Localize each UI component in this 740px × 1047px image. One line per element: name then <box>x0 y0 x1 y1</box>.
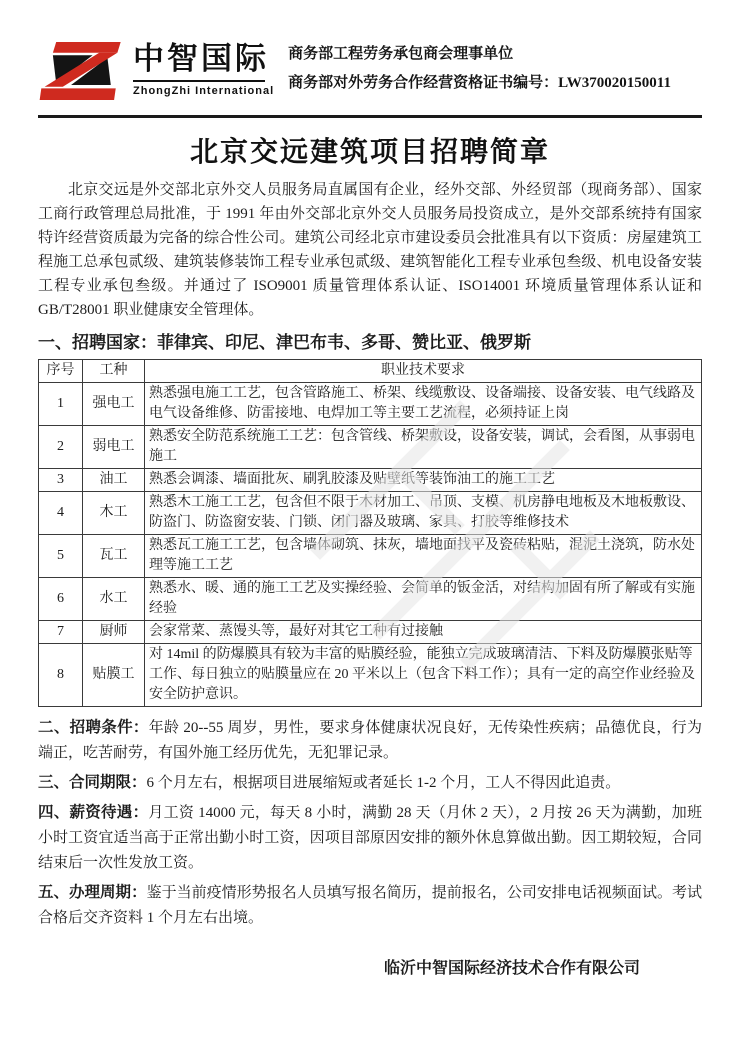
table-row <box>39 492 702 535</box>
cell-requirements: 对 14mil 的防爆膜具有较为丰富的贴膜经验，能独立完成玻璃清洁、下料及防爆膜张贴等工作、每日独立的贴膜量应在 20 平米以上（包含下料工作）；具有一定的高空作业经验及安全防护意识。 <box>145 644 702 707</box>
credential-lines <box>288 40 671 98</box>
cell-trade: 厨师 <box>83 621 145 644</box>
job-requirements-table <box>38 359 702 707</box>
cell-trade: 弱电工 <box>83 426 145 469</box>
cell-no: 5 <box>39 535 83 578</box>
cell-requirements: 熟悉强电施工工艺，包含管路施工、桥架、线缆敷设、设备端接、设备安装、电气线路及电气设备维修、防雷接地、电焊加工等主要工艺流程，必须持证上岗 <box>145 383 702 426</box>
section-salary <box>38 800 702 876</box>
brand-divider <box>133 80 265 82</box>
brand-name-cn: 中智国际 <box>133 41 269 76</box>
section-recruiting-countries <box>38 328 702 353</box>
section4-label: 四、薪资待遇： <box>38 804 149 821</box>
table-header-row <box>39 360 702 383</box>
cell-no: 3 <box>39 469 83 492</box>
brand-name-en: ZhongZhi International <box>133 85 275 97</box>
cell-requirements: 熟悉木工施工工艺，包含但不限于木材加工、吊顶、支模、机房静电地板及木地板敷设、防盗门、防盗窗安装、门锁、闭门器及玻璃、家具、打胶等维修技术 <box>145 492 702 535</box>
col-header-requirements: 职业技术要求 <box>145 360 702 383</box>
table-row <box>39 535 702 578</box>
cell-requirements: 熟悉安全防范系统施工工艺：包含管线、桥架敷设，设备安装，调试，会看图，从事弱电施工 <box>145 426 702 469</box>
cell-trade: 强电工 <box>83 383 145 426</box>
table-row <box>39 644 702 707</box>
section-recruiting-conditions <box>38 715 702 766</box>
section5-content: 鉴于当前疫情形势报名人员填写报名简历，提前报名，公司安排电话视频面试。考试合格后交齐资料 1 个月左右出境。 <box>38 885 702 926</box>
cell-trade: 水工 <box>83 578 145 621</box>
zhongzhi-z-logo-icon <box>38 34 124 108</box>
header-rule <box>38 115 702 118</box>
cell-trade: 木工 <box>83 492 145 535</box>
company-logo <box>38 34 274 108</box>
logo-wordmark <box>133 42 274 97</box>
cell-requirements: 熟悉水、暖、通的施工工艺及实操经验、会简单的钣金活，对结构加固有所了解或有实施经验 <box>145 578 702 621</box>
section-processing-period <box>38 880 702 931</box>
section4-content: 月工资 14000 元，每天 8 小时，满勤 28 天（月休 2 天），2 月按 26 天为满勤，加班小时工资宜适当高于正常出勤小时工资，因项目部原因安排的额外休息算做出勤。因工期较短，合同结束后一次性发放工资。 <box>38 805 702 871</box>
section5-label: 五、办理周期： <box>38 884 147 901</box>
section2-content: 年龄 20--55 周岁，男性，要求身体健康状况良好，无传染性疾病；品德优良，行为端正，吃苦耐劳，有国外施工经历优先，无犯罪记录。 <box>38 720 702 761</box>
table-row <box>39 383 702 426</box>
cell-no: 8 <box>39 644 83 707</box>
page-title: 北京交远建筑项目招聘简章 <box>189 137 550 168</box>
table-row <box>39 469 702 492</box>
cell-no: 7 <box>39 621 83 644</box>
cell-no: 6 <box>39 578 83 621</box>
intro-paragraph: 北京交远是外交部北京外交人员服务局直属国有企业，经外交部、外经贸部（现商务部）、国家工商行政管理总局批准，于 1991 年由外交部北京外交人员服务局投资成立，是外交部系统持有国家特许经营资质最为完备的综合性公司。建筑公司经北京市建设委员会批准具有以下资质：房屋建筑工程施工总承包贰级、建筑装修装饰工程专业承包贰级、建筑智能化工程专业承包叁级、机电设备安装工程专业承包叁级。并通过了 ISO9001 质量管理体系认证、ISO14001 环境质量管理体系认证和 GB/T28001 职业健康安全管理体。 <box>38 182 702 318</box>
cell-requirements: 熟悉瓦工施工工艺，包含墙体砌筑、抹灰，墙地面找平及瓷砖粘贴，混泥土浇筑，防水处理等施工工艺 <box>145 535 702 578</box>
section1-label: 一、招聘国家： <box>38 333 157 352</box>
section3-content: 6 个月左右，根据项目进展缩短或者延长 1-2 个月，工人不得因此追责。 <box>146 775 621 791</box>
col-header-no: 序号 <box>39 360 83 383</box>
table-row <box>39 426 702 469</box>
cell-no: 2 <box>39 426 83 469</box>
cell-no: 4 <box>39 492 83 535</box>
col-header-trade: 工种 <box>83 360 145 383</box>
section1-countries: 菲律宾、印尼、津巴布韦、多哥、赞比亚、俄罗斯 <box>157 333 531 352</box>
cell-no: 1 <box>39 383 83 426</box>
table-row <box>39 578 702 621</box>
company-signature: 临沂中智国际经济技术合作有限公司 <box>383 960 640 977</box>
cell-requirements: 会家常菜、蒸馒头等，最好对其它工种有过接触 <box>145 621 702 644</box>
cell-trade: 油工 <box>83 469 145 492</box>
letterhead <box>38 34 702 108</box>
credential-line-2: 商务部对外劳务合作经营资格证书编号：LW370020150011 <box>288 75 671 91</box>
section2-label: 二、招聘条件： <box>38 719 149 736</box>
cell-trade: 瓦工 <box>83 535 145 578</box>
section-contract-term <box>38 770 702 796</box>
cell-requirements: 熟悉会调漆、墙面批灰、刷乳胶漆及贴壁纸等装饰油工的施工工艺 <box>145 469 702 492</box>
credential-line-1: 商务部工程劳务承包商会理事单位 <box>288 46 514 62</box>
cell-trade: 贴膜工 <box>83 644 145 707</box>
section3-label: 三、合同期限： <box>38 774 147 791</box>
table-row <box>39 621 702 644</box>
